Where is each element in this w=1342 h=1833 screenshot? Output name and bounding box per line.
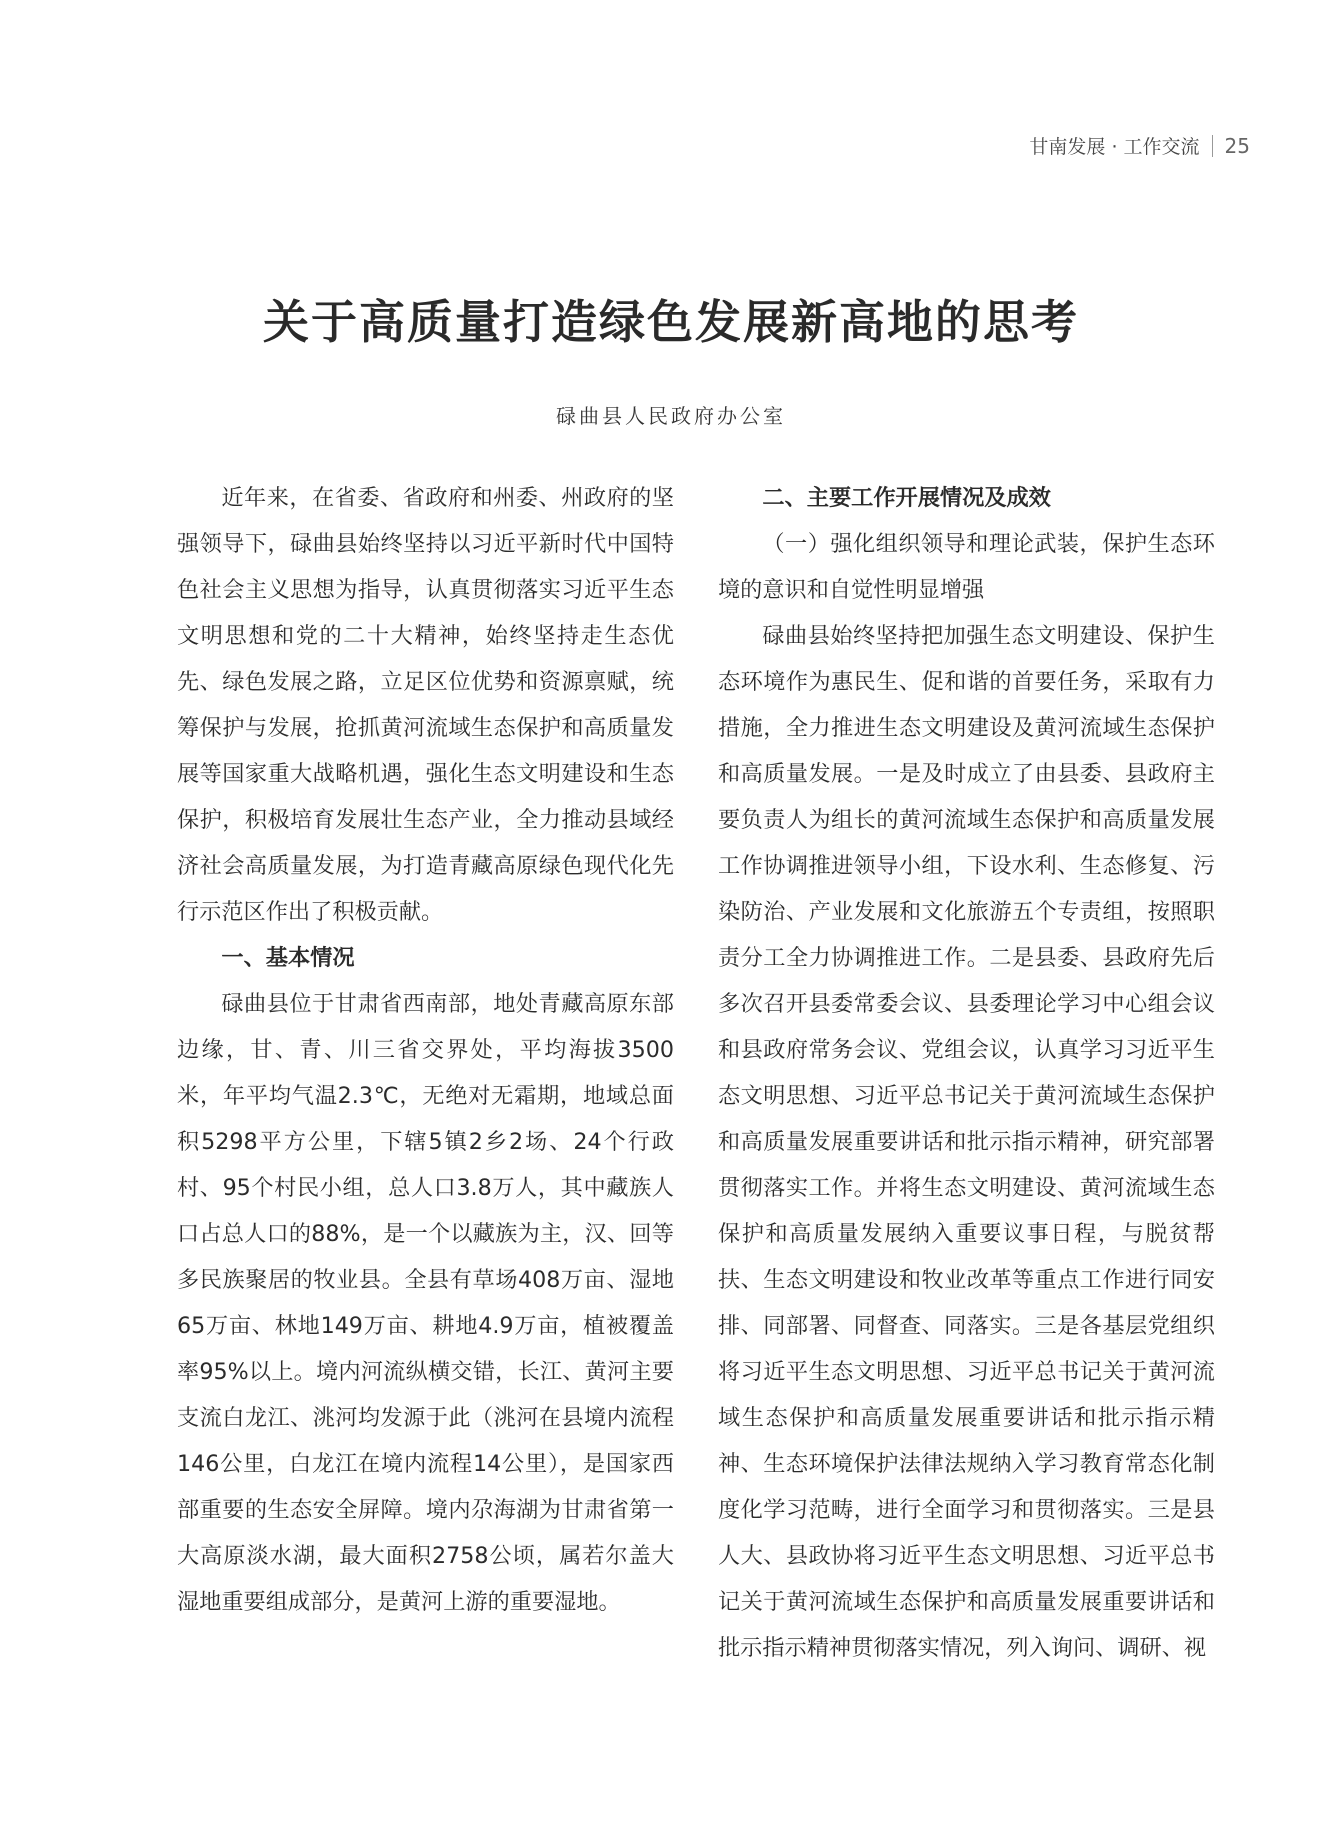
running-header bbox=[1029, 132, 1250, 159]
basic-info-paragraph: 碌曲县位于甘肃省西南部，地处青藏高原东部边缘，甘、青、川三省交界处，平均海拔3500米，年平均气温2.3℃，无绝对无霜期，地域总面积5298平方公里，下辖5镇2乡2场、24个行政村、95个村民小组，总人口3.8万人，其中藏族人口占总人口的88%，是一个以藏族为主，汉、回等多民族聚居的牧业县。全县有草场408万亩、湿地65万亩、林地149万亩、耕地4.9万亩，植被覆盖率95%以上。境内河流纵横交错，长江、黄河主要支流白龙江、洮河均发源于此（洮河在县境内流程146公里，白龙江在境内流程14公里），是国家西部重要的生态安全屏障。境内尕海湖为甘肃省第一大高原淡水湖，最大面积2758公顷，属若尔盖大湿地重要组成部分，是黄河上游的重要湿地。 bbox=[177, 991, 674, 1615]
intro-paragraph: 近年来，在省委、省政府和州委、州政府的坚强领导下，碌曲县始终坚持以习近平新时代中国特色社会主义思想为指导，认真贯彻落实习近平生态文明思想和党的二十大精神，始终坚持走生态优先、绿色发展之路，立足区位优势和资源禀赋，统筹保护与发展，抢抓黄河流域生态保护和高质量发展等国家重大战略机遇，强化生态文明建设和生态保护，积极培育发展壮生态产业，全力推动县域经济社会高质量发展，为打造青藏高原绿色现代化先行示范区作出了积极贡献。 bbox=[177, 485, 674, 925]
work-body-paragraph: 碌曲县始终坚持把加强生态文明建设、保护生态环境作为惠民生、促和谐的首要任务，采取有力措施，全力推进生态文明建设及黄河流域生态保护和高质量发展。一是及时成立了由县委、县政府主要负责人为组长的黄河流域生态保护和高质量发展工作协调推进领导小组，下设水利、生态修复、污染防治、产业发展和文化旅游五个专责组，按照职责分工全力协调推进工作。二是县委、县政府先后多次召开县委常委会议、县委理论学习中心组会议和县政府常务会议、党组会议，认真学习习近平生态文明思想、习近平总书记关于黄河流域生态保护和高质量发展重要讲话和批示指示精神，研究部署贯彻落实工作。并将生态文明建设、黄河流域生态保护和高质量发展纳入重要议事日程，与脱贫帮扶、生态文明建设和牧业改革等重点工作进行同安排、同部署、同督查、同落实。三是各基层党组织将习近平生态文明思想、习近平总书记关于黄河流域生态保护和高质量发展重要讲话和批示指示精神、生态环境保护法律法规纳入学习教育常态化制度化学习范畴，进行全面学习和贯彻落实。三是县人大、县政协将习近平生态文明思想、习近平总书记关于黄河流域生态保护和高质量发展重要讲话和批示指示精神贯彻落实情况，列入询问、调研、视 bbox=[718, 623, 1215, 1661]
article-author: 碌曲县人民政府办公室 bbox=[556, 404, 786, 428]
section-name: 甘南发展 · 工作交流 bbox=[1029, 136, 1200, 158]
header-divider bbox=[1212, 135, 1213, 157]
left-column bbox=[177, 475, 674, 1625]
right-column bbox=[718, 475, 1215, 1671]
section-heading-basic: 一、基本情况 bbox=[221, 945, 355, 971]
article-title: 关于高质量打造绿色发展新高地的思考 bbox=[263, 295, 1079, 349]
subsection-heading-1: （一）强化组织领导和理论武装，保护生态环境的意识和自觉性明显增强 bbox=[718, 531, 1215, 603]
page-number: 25 bbox=[1224, 133, 1250, 158]
section-heading-work: 二、主要工作开展情况及成效 bbox=[762, 485, 1051, 511]
